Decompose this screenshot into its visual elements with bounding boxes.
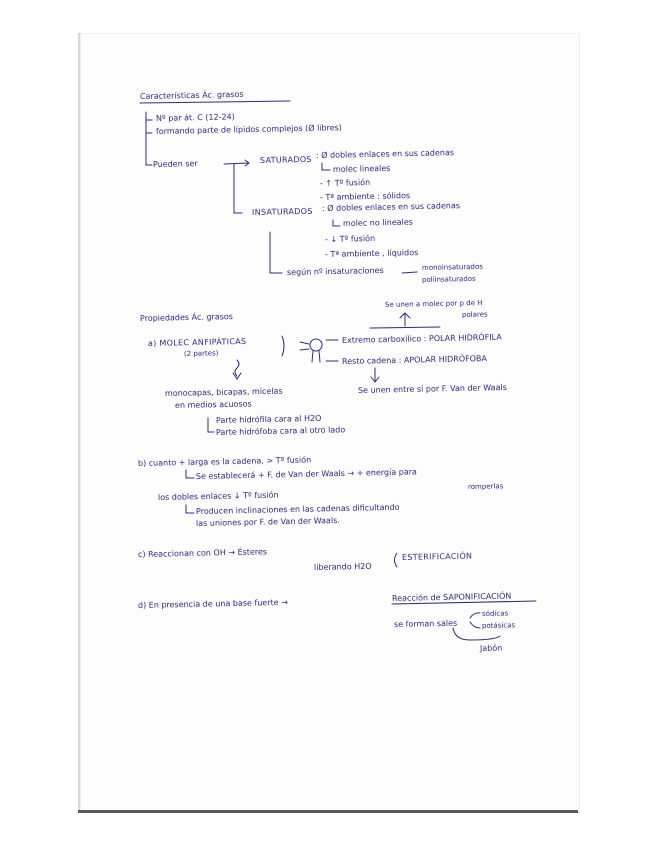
label-insaturados: INSATURADOS <box>251 206 313 217</box>
heading-propiedades: Propiedades Ác. grasos <box>139 312 233 323</box>
insaturados-line-5: según nº insaturaciones <box>286 265 384 277</box>
prop-a-ext2-note: Se unen entre sí por F. Van der Waals <box>357 382 507 395</box>
prop-d-line1: d) En presencia de una base fuerte → <box>137 597 288 610</box>
prop-d-salt2: potásicas <box>481 621 516 630</box>
list-item-carbon-atoms: Nº par át. C (12-24) <box>155 112 235 123</box>
label-saturados: SATURADOS <box>259 154 312 165</box>
prop-a-ext1: Extremo carboxílico : POLAR HIDRÓFILA <box>341 332 502 345</box>
list-item-pueden-ser: Pueden ser <box>152 159 198 169</box>
saturados-line-2: molec lineales <box>332 163 391 174</box>
prop-a-sub: (2 partes) <box>183 349 219 358</box>
prop-a-note-top: Se unen a molec por p de H <box>384 298 483 309</box>
list-item-complex-lipids: formando parte de lípidos complejos (Ø libres) <box>155 123 342 136</box>
saturados-line-3: - ↑ Tº fusión <box>319 177 371 188</box>
saturados-line-1: : Ø dobles enlaces en sus cadenas <box>315 148 455 160</box>
prop-d-line2: se forman sales <box>393 618 458 629</box>
saturados-line-4: - Tª ambiente : sólidos <box>319 191 411 202</box>
insaturados-mono: monoinsaturados <box>421 262 483 272</box>
prop-b-line1: b) cuanto + larga es la cadena, > Tº fusión <box>137 455 312 468</box>
prop-d-soap: Jabón <box>479 643 503 653</box>
insaturados-line-1: : Ø dobles enlaces en sus cadenas <box>321 201 461 213</box>
insaturados-line-4: - Tª ambiente , líquidos <box>324 248 419 259</box>
prop-c-line2: liberando H2O <box>313 561 372 572</box>
prop-b-line3: los dobles enlaces ↓ Tº fusión <box>157 490 279 502</box>
prop-d-reaction: Reacción de SAPONIFICACIÓN <box>391 591 512 603</box>
prop-c-esterificacion: ESTERIFICACIÓN <box>401 551 473 562</box>
insaturados-poli: poliinsaturados <box>421 274 476 284</box>
prop-a-result-2: en medios acuosos <box>174 399 252 410</box>
prop-a-part2: Parte hidrófoba cara al otro lado <box>215 425 346 437</box>
prop-b-line5: las uniones por F. de Van der Waals. <box>195 515 340 528</box>
prop-b-line2b: romperlas <box>467 482 504 491</box>
prop-c-line1: c) Reaccionan con OH → Ésteres <box>137 547 268 559</box>
prop-a-result: monocapas, bicapas, micelas <box>164 386 283 398</box>
prop-a-label: a) MOLEC ANFIPÁTICAS <box>147 336 247 348</box>
prop-b-line2: Se establecerá + F. de Van der Waals → + energía para <box>195 467 417 481</box>
prop-d-salt1: sódicas <box>481 609 509 618</box>
insaturados-line-3: - ↓ Tº fusión <box>324 233 376 244</box>
heading-caracteristicas: Características Ác. grasos <box>139 89 244 101</box>
prop-a-ext2: Resto cadena : APOLAR HIDRÓFOBA <box>341 353 488 366</box>
prop-a-note-top-2: polares <box>461 310 488 319</box>
insaturados-line-2: molec no lineales <box>342 217 414 228</box>
prop-a-part1: Parte hidrófila cara al H2O <box>215 413 322 425</box>
prop-b-line4: Producen inclinaciones en las cadenas dificultando <box>195 502 400 516</box>
